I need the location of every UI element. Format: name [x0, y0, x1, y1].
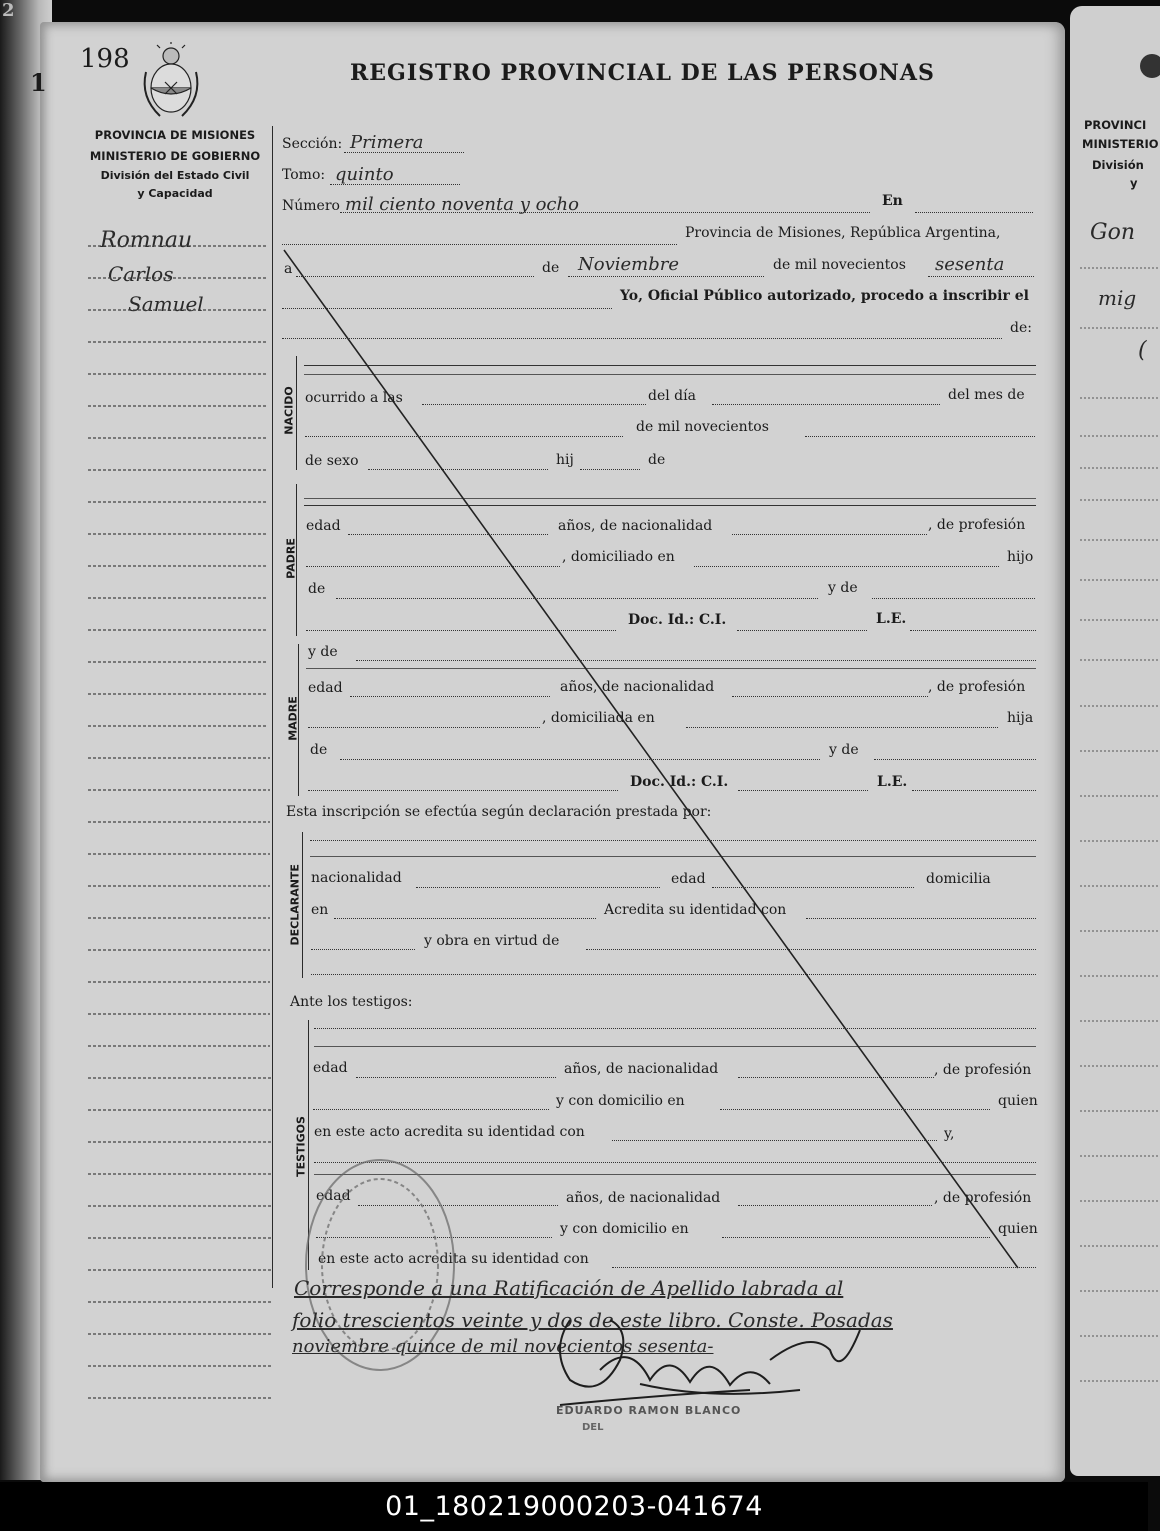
declarante-domicilia-label: domicilia — [926, 871, 991, 887]
declarante-obra-label: y obra en virtud de — [424, 933, 560, 949]
del-dia-label: del día — [648, 388, 696, 404]
inscripcion-text: Esta inscripción se efectúa según declaración prestada por: — [286, 804, 712, 820]
padre-domiciliado-label: , domiciliado en — [562, 549, 675, 565]
testigos-section-label: TESTIGOS — [294, 1116, 308, 1177]
oficial-text: Yo, Oficial Público autorizado, procedo a inscribir el — [620, 288, 1029, 304]
adjacent-header-2: MINISTERIO — [1082, 137, 1159, 151]
en-label: En — [882, 193, 903, 209]
de-label: de — [542, 260, 560, 276]
top-corner-number: 2 — [2, 0, 15, 21]
padre-section-label: PADRE — [284, 538, 298, 579]
provincia-text: Provincia de Misiones, República Argentina, — [685, 225, 1001, 241]
note-line-1: Corresponde a una Ratificación de Apellido labrada al — [294, 1276, 844, 1300]
left-header-3: División del Estado Civil — [100, 169, 250, 182]
testigo2-quien-label: quien — [998, 1221, 1038, 1237]
numero-value: mil ciento noventa y ocho — [345, 194, 579, 215]
de-mil-label: de mil novecientos — [773, 257, 906, 273]
image-id-footer: 01_180219000203-041674 — [0, 1482, 1148, 1531]
a-label: a — [284, 261, 293, 277]
madre-anios-label: años, de nacionalidad — [560, 679, 715, 695]
page-title: REGISTRO PROVINCIAL DE LAS PERSONAS — [350, 60, 935, 86]
declarante-en-label: en — [311, 902, 329, 918]
testigo2-edad-label: edad — [316, 1188, 351, 1204]
testigo2-domicilio-label: y con domicilio en — [560, 1221, 689, 1237]
margin-surname: Romnau — [100, 228, 193, 253]
nacido-section-label: NACIDO — [282, 386, 296, 435]
note-line-2: folio trescientos veinte y dos de este libro. Conste. Posadas — [292, 1308, 893, 1332]
testigo1-quien-label: quien — [998, 1093, 1038, 1109]
madre-y-de-label: y de — [308, 644, 338, 660]
testigo1-profesion-label: , de profesión — [934, 1062, 1032, 1078]
declarante-acredita-label: Acredita su identidad con — [604, 902, 787, 918]
madre-section-label: MADRE — [286, 696, 300, 741]
testigo1-edad-label: edad — [313, 1060, 348, 1076]
sexo-label: de sexo — [305, 453, 359, 469]
nacido-de-label: de — [648, 452, 666, 468]
adjacent-header-1: PROVINCI — [1084, 118, 1147, 132]
madre-doc-label: Doc. Id.: C.I. — [630, 774, 729, 790]
margin-first-name: Carlos — [108, 262, 174, 286]
note-line-3: noviembre quince de mil novecientos sesenta- — [292, 1336, 714, 1357]
tomo-label: Tomo: — [282, 167, 326, 183]
mes-value: Noviembre — [578, 254, 680, 275]
padre-le-label: L.E. — [876, 611, 907, 627]
testigo1-anios-label: años, de nacionalidad — [564, 1061, 719, 1077]
testigos-intro: Ante los testigos: — [290, 994, 413, 1010]
adjacent-header-3: División — [1092, 158, 1144, 172]
stamp-sub: DEL — [582, 1422, 604, 1433]
margin-second-name: Samuel — [128, 292, 204, 316]
seccion-label: Sección: — [282, 136, 343, 152]
padre-edad-label: edad — [306, 518, 341, 534]
madre-de-label: de — [310, 742, 328, 758]
madre-hija-label: hija — [1007, 710, 1034, 726]
testigo2-anios-label: años, de nacionalidad — [566, 1190, 721, 1206]
stamp-name: EDUARDO RAMON BLANCO — [556, 1404, 742, 1417]
padre-y-de-label: y de — [828, 580, 858, 596]
padre-anios-label: años, de nacionalidad — [558, 518, 713, 534]
left-header-2: MINISTERIO DE GOBIERNO — [89, 149, 261, 163]
left-header-1: PROVINCIA DE MISIONES — [94, 128, 256, 142]
numero-label: Número — [282, 198, 340, 214]
testigo2-acto-label: en este acto acredita su identidad con — [318, 1251, 589, 1267]
adjacent-hand-2: mig — [1098, 286, 1137, 310]
nacido-de-mil-label: de mil novecientos — [636, 419, 769, 435]
de-colon-label: de: — [1010, 320, 1032, 336]
padre-profesion-label: , de profesión — [928, 517, 1026, 533]
padre-doc-label: Doc. Id.: C.I. — [628, 612, 727, 628]
declarante-nacionalidad-label: nacionalidad — [311, 870, 402, 886]
madre-edad-label: edad — [308, 680, 343, 696]
testigo1-acto-label: en este acto acredita su identidad con — [314, 1124, 585, 1140]
testigo1-domicilio-label: y con domicilio en — [556, 1093, 685, 1109]
madre-profesion-label: , de profesión — [928, 679, 1026, 695]
padre-de-label: de — [308, 581, 326, 597]
anio-value: sesenta — [935, 254, 1005, 275]
madre-le-label: L.E. — [877, 774, 908, 790]
del-mes-label: del mes de — [948, 387, 1025, 403]
padre-hijo-label: hijo — [1007, 549, 1034, 565]
hij-label: hij — [556, 452, 574, 468]
declarante-edad-label: edad — [671, 871, 706, 887]
testigo2-profesion-label: , de profesión — [934, 1190, 1032, 1206]
page-number: 198 — [80, 44, 130, 74]
left-header-4: y Capacidad — [137, 187, 213, 200]
declarante-section-label: DECLARANTE — [288, 864, 302, 946]
adjacent-header-4: y — [1130, 176, 1138, 190]
adjacent-hand-1: Gon — [1090, 220, 1135, 245]
left-margin-number: 1 — [30, 68, 47, 97]
seccion-value: Primera — [350, 132, 424, 153]
ocurrido-label: ocurrido a las — [305, 390, 403, 406]
adjacent-hand-3: ( — [1138, 338, 1147, 363]
testigo1-y-label: y, — [944, 1126, 955, 1142]
madre-domiciliada-label: , domiciliada en — [542, 710, 655, 726]
madre-y-de2-label: y de — [829, 742, 859, 758]
tomo-value: quinto — [335, 164, 394, 185]
